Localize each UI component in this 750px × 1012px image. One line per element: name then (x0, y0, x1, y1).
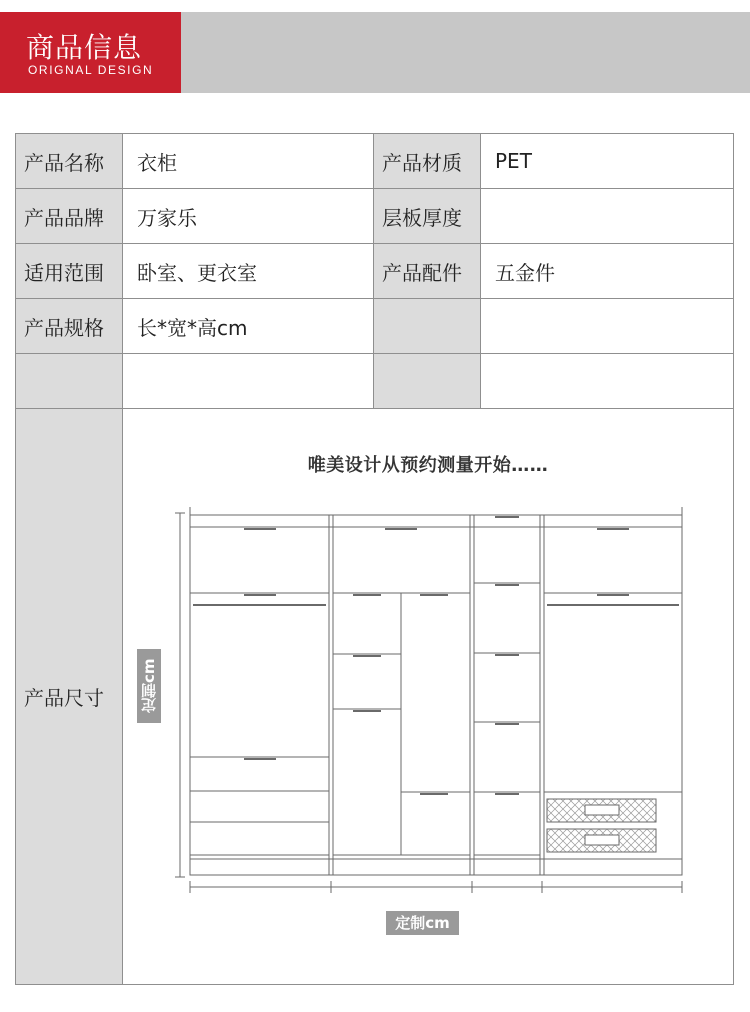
width-dimension-label: 定制cm (386, 911, 459, 935)
table-row (16, 354, 734, 409)
basket-handle (585, 805, 619, 815)
spec-value: PET (481, 134, 734, 189)
handle (495, 793, 519, 795)
spec-label: 产品材质 (374, 134, 481, 189)
handle (597, 594, 629, 596)
section-title: 商品信息 (26, 31, 143, 64)
table-row (16, 409, 734, 985)
handle (495, 723, 519, 725)
spec-label (374, 299, 481, 354)
table-row (16, 134, 734, 189)
handle (244, 594, 276, 596)
wardrobe-drawing (123, 409, 733, 984)
spec-value (481, 189, 734, 244)
height-dimension-label: 定制cm (137, 649, 161, 723)
handle (244, 758, 276, 760)
spec-label: 产品规格 (16, 299, 123, 354)
section-subtitle: ORIGNAL DESIGN (28, 63, 154, 77)
spec-label: 产品品牌 (16, 189, 123, 244)
spec-value: 五金件 (481, 244, 734, 299)
table-row (16, 299, 734, 354)
size-label: 产品尺寸 (16, 409, 123, 985)
handle (420, 594, 448, 596)
spec-value: 长*宽*高cm (123, 299, 374, 354)
handle (597, 528, 629, 530)
spec-value (123, 354, 374, 409)
section-header (0, 12, 181, 93)
spec-label: 产品配件 (374, 244, 481, 299)
wardrobe-diagram-cell (123, 409, 734, 985)
handle (353, 594, 381, 596)
spec-label: 适用范围 (16, 244, 123, 299)
diagram-title: 唯美设计从预约测量开始…… (307, 455, 549, 476)
basket-handle (585, 835, 619, 845)
spec-label: 产品名称 (16, 134, 123, 189)
handle (495, 584, 519, 586)
spec-label: 层板厚度 (374, 189, 481, 244)
handle (353, 710, 381, 712)
spec-value (481, 299, 734, 354)
spec-label (16, 354, 123, 409)
handle (495, 654, 519, 656)
spec-value (481, 354, 734, 409)
spec-table (15, 133, 734, 985)
table-row (16, 244, 734, 299)
handle (385, 528, 417, 530)
spec-value: 卧室、更衣室 (123, 244, 374, 299)
spec-value: 衣柜 (123, 134, 374, 189)
handle (420, 793, 448, 795)
spec-label (374, 354, 481, 409)
handle (495, 516, 519, 518)
spec-value: 万家乐 (123, 189, 374, 244)
handle (244, 528, 276, 530)
handle (353, 655, 381, 657)
table-row (16, 189, 734, 244)
